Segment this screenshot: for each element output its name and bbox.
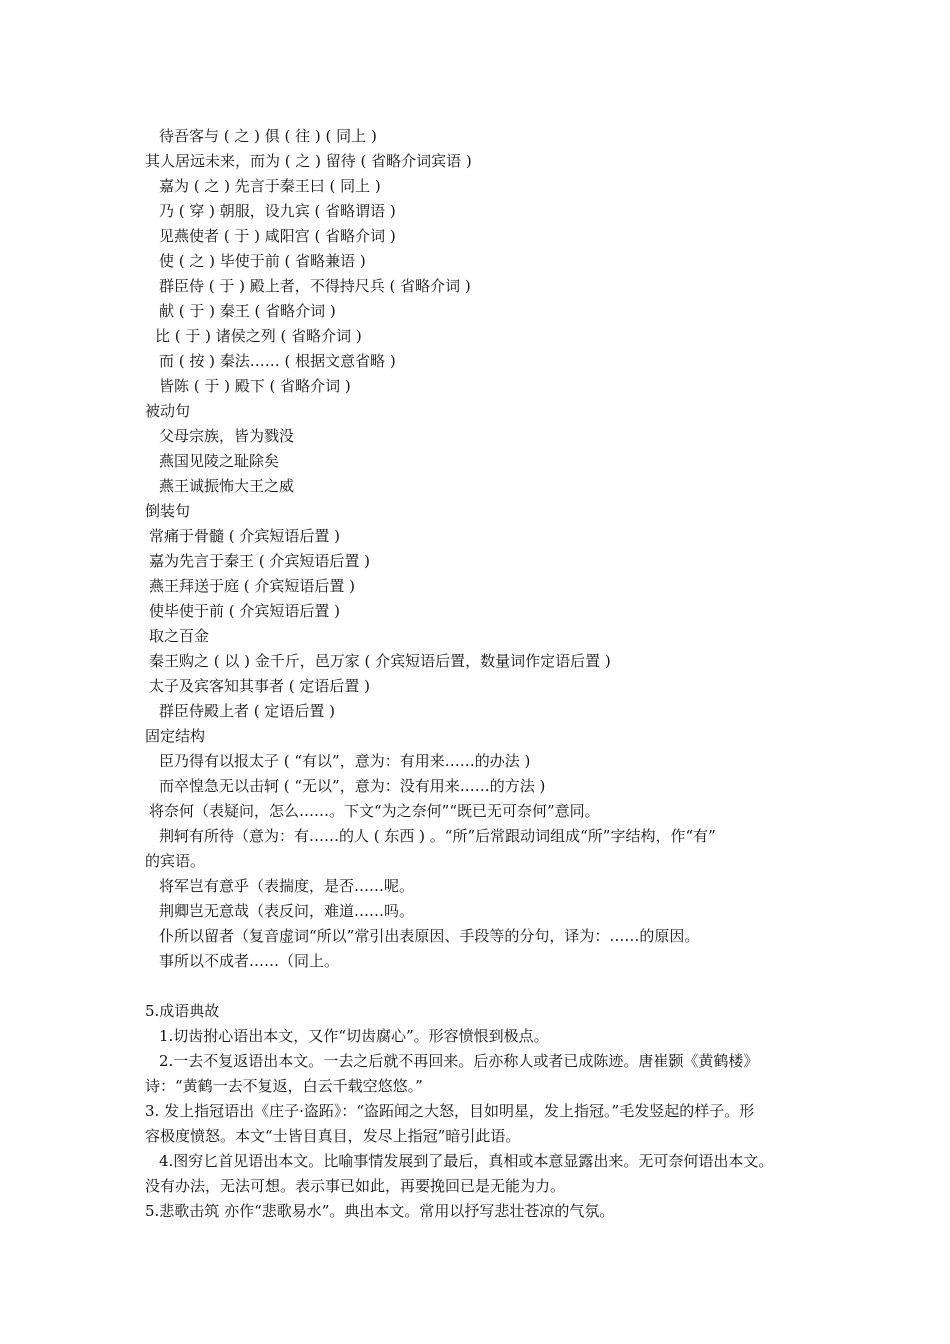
text-line: 5.悲歌击筑 亦作“悲歌易水”。典出本文。常用以抒写悲壮苍凉的气氛。 bbox=[145, 1202, 615, 1220]
text-line: 被动句 bbox=[145, 402, 191, 420]
text-line: 5.成语典故 bbox=[145, 1002, 220, 1020]
text-line: 乃 ( 穿 ) 朝服，设九宾 ( 省略谓语 ) bbox=[159, 202, 396, 220]
text-line: 荆轲有所待（意为：有……的人 ( 东西 ) 。“所”后常跟动词组成“所”字结构，作“有” bbox=[159, 827, 716, 845]
text-line: 而卒惶急无以击轲 ( “无以”，意为：没有用来……的方法 ) bbox=[159, 777, 546, 795]
text-line: 没有办法，无法可想。表示事已如此，再要挽回已是无能为力。 bbox=[145, 1177, 566, 1195]
text-line: 取之百金 bbox=[149, 627, 210, 645]
text-line: 比 ( 于 ) 诸侯之列 ( 省略介词 ) bbox=[155, 327, 362, 345]
text-line: 诗：“黄鹤一去不复返，白云千载空悠悠。” bbox=[145, 1077, 423, 1095]
text-line: 仆所以留者（复音虚词“所以”常引出表原因、手段等的分句，译为：……的原因。 bbox=[159, 927, 700, 945]
text-line: 将军岂有意乎（表揣度，是否……呢。 bbox=[159, 877, 415, 895]
blank-line bbox=[145, 974, 825, 999]
text-line: 皆陈 ( 于 ) 殿下 ( 省略介词 ) bbox=[159, 377, 351, 395]
text-line: 1.切齿拊心语出本文，又作“切齿腐心”。形容愤恨到极点。 bbox=[159, 1027, 549, 1045]
text-line: 见燕使者 ( 于 ) 咸阳宫 ( 省略介词 ) bbox=[159, 227, 396, 245]
text-line: 使 ( 之 ) 毕使于前 ( 省略兼语 ) bbox=[159, 252, 366, 270]
text-line: 群臣侍 ( 于 ) 殿上者，不得持尺兵 ( 省略介词 ) bbox=[159, 277, 471, 295]
text-line: 固定结构 bbox=[145, 727, 206, 745]
document-body bbox=[145, 124, 825, 1224]
text-line: 而 ( 按 ) 秦法…… ( 根据文意省略 ) bbox=[159, 352, 396, 370]
text-line: 事所以不成者……（同上。 bbox=[159, 952, 340, 970]
text-line: 燕国见陵之耻除矣 bbox=[159, 452, 280, 470]
text-line: 待吾客与 ( 之 ) 俱 ( 往 ) ( 同上 ) bbox=[159, 127, 377, 145]
text-line: 使毕使于前 ( 介宾短语后置 ) bbox=[149, 602, 341, 620]
text-line: 荆卿岂无意哉（表反问，难道……吗。 bbox=[159, 902, 415, 920]
text-line: 嘉为 ( 之 ) 先言于秦王曰 ( 同上 ) bbox=[159, 177, 381, 195]
text-line: 3. 发上指冠语出《庄子·盗跖》：“盗跖闻之大怒，目如明星，发上指冠。”毛发竖起的样子。形 bbox=[145, 1102, 755, 1120]
text-line: 倒装句 bbox=[145, 502, 191, 520]
text-line: 父母宗族，皆为戮没 bbox=[159, 427, 295, 445]
text-line: 嘉为先言于秦王 ( 介宾短语后置 ) bbox=[149, 552, 371, 570]
text-line: 群臣侍殿上者 ( 定语后置 ) bbox=[159, 702, 336, 720]
text-line: 4.图穷匕首见语出本文。比喻事情发展到了最后，真相或本意显露出来。无可奈何语出本文。 bbox=[159, 1152, 774, 1170]
text-line: 燕王拜送于庭 ( 介宾短语后置 ) bbox=[149, 577, 356, 595]
text-line: 燕王诚振怖大王之威 bbox=[159, 477, 295, 495]
text-line: 臣乃得有以报太子 ( “有以”，意为：有用来……的办法 ) bbox=[159, 752, 531, 770]
text-line: 容极度愤怒。本文“士皆目真目，发尽上指冠”暗引此语。 bbox=[145, 1127, 521, 1145]
text-line: 太子及宾客知其事者 ( 定语后置 ) bbox=[149, 677, 371, 695]
text-line: 的宾语。 bbox=[145, 852, 206, 870]
text-line: 其人居远未来，而为 ( 之 ) 留待 ( 省略介词宾语 ) bbox=[145, 152, 472, 170]
text-line: 秦王购之 ( 以 ) 金千斤，邑万家 ( 介宾短语后置，数量词作定语后置 ) bbox=[149, 652, 611, 670]
text-line: 献 ( 于 ) 秦王 ( 省略介词 ) bbox=[159, 302, 336, 320]
text-line: 常痛于骨髓 ( 介宾短语后置 ) bbox=[149, 527, 341, 545]
text-line: 将奈何（表疑问，怎么……。下文“为之奈何”“既已无可奈何”意同。 bbox=[149, 802, 600, 820]
text-line: 2.一去不复返语出本文。一去之后就不再回来。后亦称人或者已成陈迹。唐崔颢《黄鹤楼》 bbox=[159, 1052, 759, 1070]
